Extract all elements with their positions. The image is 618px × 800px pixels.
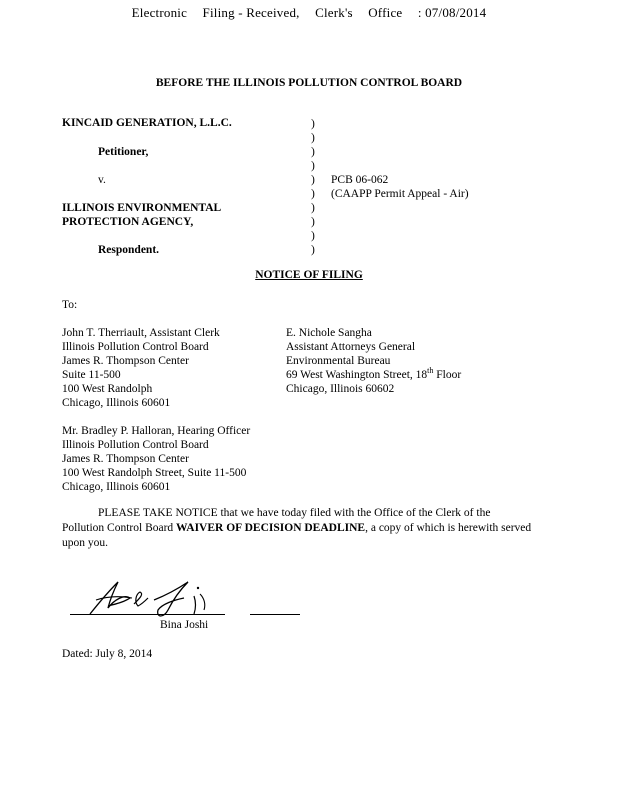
caption-paren: )	[311, 230, 315, 242]
caption-paren: )	[311, 174, 315, 186]
address-line: John T. Therriault, Assistant Clerk	[62, 327, 220, 339]
case-number: PCB 06-062	[331, 174, 389, 186]
header-part: Office	[368, 5, 403, 20]
address-line: 100 West Randolph Street, Suite 11-500	[62, 467, 247, 479]
caption-paren: )	[311, 132, 315, 144]
body-text-after: , a copy of which is herewith served upon you.	[62, 522, 532, 549]
street-text-end: Floor	[433, 369, 462, 381]
street-superscript: th	[427, 366, 434, 376]
header-part: Electronic	[131, 5, 188, 20]
petitioner-name: KINCAID GENERATION, L.L.C.	[62, 117, 232, 129]
address-line: James R. Thompson Center	[62, 453, 189, 465]
address-line: Chicago, Illinois 60601	[62, 397, 171, 409]
caption-paren: )	[311, 202, 315, 214]
caption-paren-column	[311, 117, 315, 257]
caption-paren: )	[311, 216, 315, 228]
respondent-name-line2: PROTECTION AGENCY,	[62, 216, 194, 228]
address-line: Assistant Attorneys General	[286, 341, 416, 353]
address-line: Chicago, Illinois 60602	[286, 383, 395, 395]
address-line: James R. Thompson Center	[62, 355, 189, 367]
petitioner-role: Petitioner,	[98, 146, 149, 158]
respondent-role: Respondent.	[98, 244, 160, 256]
signer-name: Bina Joshi	[160, 619, 209, 631]
address-line: Mr. Bradley P. Halloran, Hearing Officer	[62, 425, 251, 437]
board-title: BEFORE THE ILLINOIS POLLUTION CONTROL BOARD	[155, 77, 463, 89]
recipient-ag-address	[286, 326, 461, 396]
address-line: Illinois Pollution Control Board	[62, 341, 209, 353]
notice-title: NOTICE OF FILING	[255, 269, 363, 281]
address-line: Environmental Bureau	[286, 355, 391, 367]
address-line: Illinois Pollution Control Board	[62, 439, 209, 451]
caption-paren: )	[311, 118, 315, 130]
address-line: Chicago, Illinois 60601	[62, 481, 171, 493]
address-line: 100 West Randolph	[62, 383, 153, 395]
to-label: To:	[62, 299, 78, 311]
caption-paren: )	[311, 188, 315, 200]
caption-paren: )	[311, 244, 315, 256]
recipient-hearing-officer-address	[62, 424, 250, 494]
filing-stamp-header	[0, 6, 618, 20]
street-text: 69 West Washington Street, 18	[286, 369, 428, 381]
notice-body-paragraph	[62, 506, 532, 551]
caption-paren: )	[311, 160, 315, 172]
header-part: Filing - Received,	[202, 5, 300, 20]
versus-label: v.	[98, 174, 106, 186]
signature-line	[70, 614, 225, 615]
recipient-clerk-address	[62, 326, 220, 410]
signature-line-extension	[250, 614, 300, 615]
address-line-street	[286, 368, 461, 382]
header-part: : 07/08/2014	[417, 5, 487, 20]
address-line: E. Nichole Sangha	[286, 327, 372, 339]
dated-line: Dated: July 8, 2014	[62, 648, 153, 660]
address-line: Suite 11-500	[62, 369, 121, 381]
body-document-title: WAIVER OF DECISION DEADLINE	[176, 522, 366, 534]
case-type: (CAAPP Permit Appeal - Air)	[331, 188, 469, 200]
body-text-before: PLEASE TAKE NOTICE that we have today filed with the Office of the Clerk of the Pollution Control Board	[62, 507, 491, 534]
respondent-name-line1: ILLINOIS ENVIRONMENTAL	[62, 202, 222, 214]
caption-paren: )	[311, 146, 315, 158]
header-part: Clerk's	[315, 5, 353, 20]
